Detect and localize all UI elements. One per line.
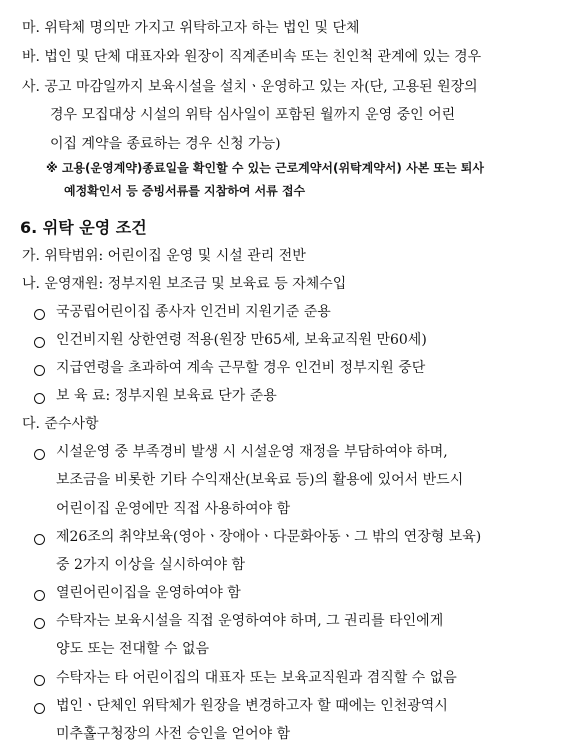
section-title: 6. 위탁 운영 조건 [20,218,147,237]
circle-bullet-icon [34,590,45,601]
circle-bullet-icon [34,449,45,460]
list-item: 수탁자는 타 어린이집의 대표자 또는 보육교직원과 겸직할 수 없음 [56,670,457,686]
list-item: 보 육 료: 정부지원 보육료 단가 준용 [56,388,277,404]
list-item-line1: 제26조의 취약보육(영아ㆍ장애아ㆍ다문화아동ㆍ그 밖의 연장형 보육) [56,529,482,545]
list-item-line2: 보조금을 비롯한 기타 수익재산(보육료 등)의 활용에 있어서 반드시 [56,472,464,488]
list-item-line1: 법인ㆍ단체인 위탁체가 원장을 변경하고자 할 때에는 인천광역시 [56,698,448,714]
circle-bullet-icon [34,393,45,404]
circle-bullet-icon [34,365,45,376]
list-item-line1: 수탁자는 보육시설을 직접 운영하여야 하며, 그 권리를 타인에게 [56,613,444,629]
circle-bullet-icon [34,703,45,714]
item-sa-line1: 사. 공고 마감일까지 보육시설을 설치ㆍ운영하고 있는 자(단, 고용된 원장의 [22,79,478,95]
item-da: 다. 준수사항 [22,416,99,432]
item-ga: 가. 위탁범위: 어린이집 운영 및 시설 관리 전반 [22,248,306,264]
list-item: 인건비지원 상한연령 적용(원장 만65세, 보육교직원 만60세) [56,332,427,348]
circle-bullet-icon [34,534,45,545]
list-item: 지급연령을 초과하여 계속 근무할 경우 인건비 정부지원 중단 [56,360,426,376]
circle-bullet-icon [34,309,45,320]
list-item-line2: 양도 또는 전대할 수 없음 [56,641,210,657]
list-item: 열린어린이집을 운영하여야 함 [56,585,241,601]
circle-bullet-icon [34,675,45,686]
item-ba: 바. 법인 및 단체 대표자와 원장이 직계존비속 또는 친인척 관계에 있는 경우 [22,49,482,65]
circle-bullet-icon [34,337,45,348]
list-item-line2: 중 2가지 이상을 실시하여야 함 [56,557,245,573]
note-line1: ※ 고용(운영계약)종료일을 확인할 수 있는 근로계약서(위탁계약서) 사본 또는 퇴사 [46,161,484,175]
circle-bullet-icon [34,618,45,629]
item-ma: 마. 위탁체 명의만 가지고 위탁하고자 하는 법인 및 단체 [22,20,360,36]
note-line2: 예정확인서 등 증빙서류를 지참하여 서류 접수 [64,184,306,198]
list-item-line2: 미추홀구청장의 사전 승인을 얻어야 함 [56,726,291,742]
item-sa-line3: 이집 계약을 종료하는 경우 신청 가능) [50,136,281,152]
list-item: 국공립어린이집 종사자 인건비 지원기준 준용 [56,304,331,320]
list-item-line3: 어린이집 운영에만 직접 사용하여야 함 [56,501,291,517]
list-item-line1: 시설운영 중 부족경비 발생 시 시설운영 재정을 부담하여야 하며, [56,444,448,460]
item-sa-line2: 경우 모집대상 시설의 위탁 심사일이 포함된 월까지 운영 중인 어린 [50,107,456,123]
item-na: 나. 운영재원: 정부지원 보조금 및 보육료 등 자체수입 [22,276,347,292]
